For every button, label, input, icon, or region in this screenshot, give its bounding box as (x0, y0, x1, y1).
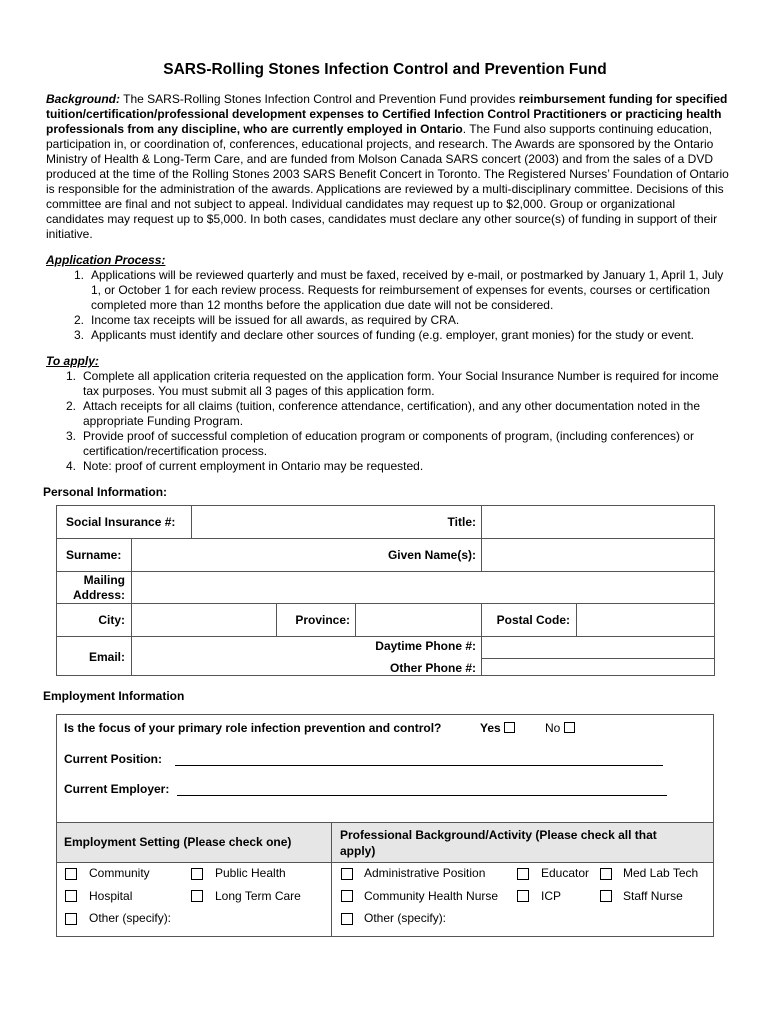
med-lab-tech-label: Med Lab Tech (623, 866, 699, 880)
community-health-nurse-checkbox[interactable] (341, 890, 353, 902)
surname-label: Surname: (66, 548, 122, 562)
application-process-title: Application Process: (46, 253, 166, 267)
background-bold-text: reimbursement funding for specified tuition/certification/professional development expenses to Certified Infection Control Practitioners or practicing health professionals from any discipline, who are currently employed in Ontario (46, 92, 728, 136)
list-number: 2. (73, 313, 84, 327)
title-field[interactable] (482, 506, 714, 538)
list-item (65, 429, 731, 459)
application-process-list (73, 268, 731, 343)
row-divider (56, 822, 714, 823)
prof-other-label: Other (specify): (364, 911, 447, 925)
community-label: Community (89, 866, 150, 880)
background-text-1: The SARS-Rolling Stones Infection Control and Prevention Fund provides (120, 92, 519, 106)
list-text: Applicants must identify and declare other sources of funding (e.g. employer, grant monies) for the study or event. (91, 328, 694, 342)
background-label: Background: (46, 92, 121, 106)
hospital-checkbox[interactable] (65, 890, 77, 902)
daytime-phone-field[interactable] (482, 637, 714, 658)
focus-question: Is the focus of your primary role infection prevention and control? (64, 721, 442, 735)
background-text-2: . The Fund also supports continuing education, participation in, or coordination of, conferences, educational projects, and research. The Awards are sponsored by the Ontario Ministry of Health & Long-Term Care, and are funded from Molson Canada SARS concert (2003) and from the sales of a DVD produced at the time of the Rolling Stones 2003 SARS Benefit Concert in Toronto. The Registered Nurses’ Foundation of Ontario is responsible for the administration of the awards. Applications are reviewed by a multi-disciplinary committee. Decisions of this committee are final and not subject to appeal. Individual candidates may request up to $2,000. Group or organizational candidates may request up to $5,000. In both cases, candidates must declare any other source(s) of funding in support of their initiative. (46, 122, 729, 241)
educator-checkbox[interactable] (517, 868, 529, 880)
staff-nurse-label: Staff Nurse (623, 889, 683, 903)
postal-code-label: Postal Code: (496, 613, 570, 627)
employment-setting-header: Employment Setting (Please check one) (64, 835, 292, 849)
personal-info-heading: Personal Information: (43, 485, 168, 499)
col-divider (331, 822, 332, 937)
no-checkbox[interactable] (564, 722, 575, 733)
list-item (73, 328, 731, 343)
other-phone-label: Other Phone #: (389, 661, 476, 675)
educator-label: Educator (541, 866, 590, 880)
community-health-nurse-label: Community Health Nurse (364, 889, 499, 903)
icp-label: ICP (541, 889, 562, 903)
sin-label: Social Insurance #: (66, 515, 176, 529)
list-text: Income tax receipts will be issued for all awards, as required by CRA. (91, 313, 460, 327)
list-number: 2. (65, 399, 76, 413)
mailing-label-line2: Address: (72, 588, 125, 602)
mailing-address-field[interactable] (132, 572, 714, 603)
city-field[interactable] (132, 604, 276, 636)
province-field[interactable] (356, 604, 481, 636)
list-text: Complete all application criteria requested on the application form. Your Social Insurance Number is required for income tax purposes. You must submit all 3 pages of this application form. (83, 369, 719, 398)
yes-option[interactable] (480, 721, 515, 735)
long-term-care-label: Long Term Care (215, 889, 301, 903)
list-item (65, 369, 731, 399)
email-field[interactable] (132, 637, 362, 676)
professional-background-header: Professional Background/Activity (Please check all that apply) (340, 828, 657, 858)
setting-other-checkbox[interactable] (65, 913, 77, 925)
list-text: Note: proof of current employment in Ontario may be requested. (83, 459, 424, 473)
list-text: Attach receipts for all claims (tuition, conference attendance, certification), and any other documentation noted in the appropriate Funding Program. (83, 399, 701, 428)
administrative-position-label: Administrative Position (364, 866, 486, 880)
prof-other-checkbox[interactable] (341, 913, 353, 925)
mailing-label-line1: Mailing (83, 573, 125, 587)
title-label: Title: (447, 515, 476, 529)
current-employer-label: Current Employer: (64, 782, 170, 796)
daytime-phone-label: Daytime Phone #: (375, 639, 476, 653)
yes-label: Yes (480, 721, 501, 735)
sin-field[interactable] (192, 506, 480, 538)
list-text: Applications will be reviewed quarterly and must be faxed, received by e-mail, or postmarked by January 1, April 1, July 1, or October 1 for each review process. Requests for reimbursement of expenses for events, courses or certification completed more than 12 months before the application due date will not be considered. (91, 268, 724, 312)
list-number: 3. (73, 328, 84, 342)
page-title: SARS-Rolling Stones Infection Control and Prevention Fund (163, 61, 607, 78)
list-item (73, 268, 731, 313)
public-health-checkbox[interactable] (191, 868, 203, 880)
med-lab-tech-checkbox[interactable] (600, 868, 612, 880)
yes-checkbox[interactable] (504, 722, 515, 733)
email-label: Email: (88, 650, 125, 664)
list-number: 4. (65, 459, 76, 473)
other-phone-field[interactable] (482, 659, 714, 676)
no-label: No (545, 721, 561, 735)
background-paragraph (46, 92, 736, 242)
province-label: Province: (295, 613, 350, 627)
row-divider (56, 862, 714, 863)
list-number: 1. (73, 268, 84, 282)
community-checkbox[interactable] (65, 868, 77, 880)
given-name-label: Given Name(s): (387, 548, 476, 562)
staff-nurse-checkbox[interactable] (600, 890, 612, 902)
current-employer-input[interactable] (177, 795, 667, 796)
mailing-address-label (60, 573, 125, 603)
icp-checkbox[interactable] (517, 890, 529, 902)
list-text: Provide proof of successful completion of education program or components of program, (including conferences) or certification/recertification process. (83, 429, 694, 458)
public-health-label: Public Health (215, 866, 286, 880)
current-position-input[interactable] (175, 765, 663, 766)
list-item (65, 459, 731, 474)
long-term-care-checkbox[interactable] (191, 890, 203, 902)
list-number: 1. (65, 369, 76, 383)
hospital-label: Hospital (89, 889, 133, 903)
list-item (73, 313, 731, 328)
setting-other-label: Other (specify): (89, 911, 172, 925)
administrative-position-checkbox[interactable] (341, 868, 353, 880)
list-item (65, 399, 731, 429)
given-name-field[interactable] (482, 539, 714, 571)
list-number: 3. (65, 429, 76, 443)
to-apply-title: To apply: (46, 354, 99, 368)
to-apply-list (65, 369, 731, 474)
postal-code-field[interactable] (577, 604, 714, 636)
employment-info-heading: Employment Information (43, 689, 185, 703)
no-option[interactable] (545, 721, 575, 735)
current-position-label: Current Position: (64, 752, 162, 766)
city-label: City: (98, 613, 125, 627)
